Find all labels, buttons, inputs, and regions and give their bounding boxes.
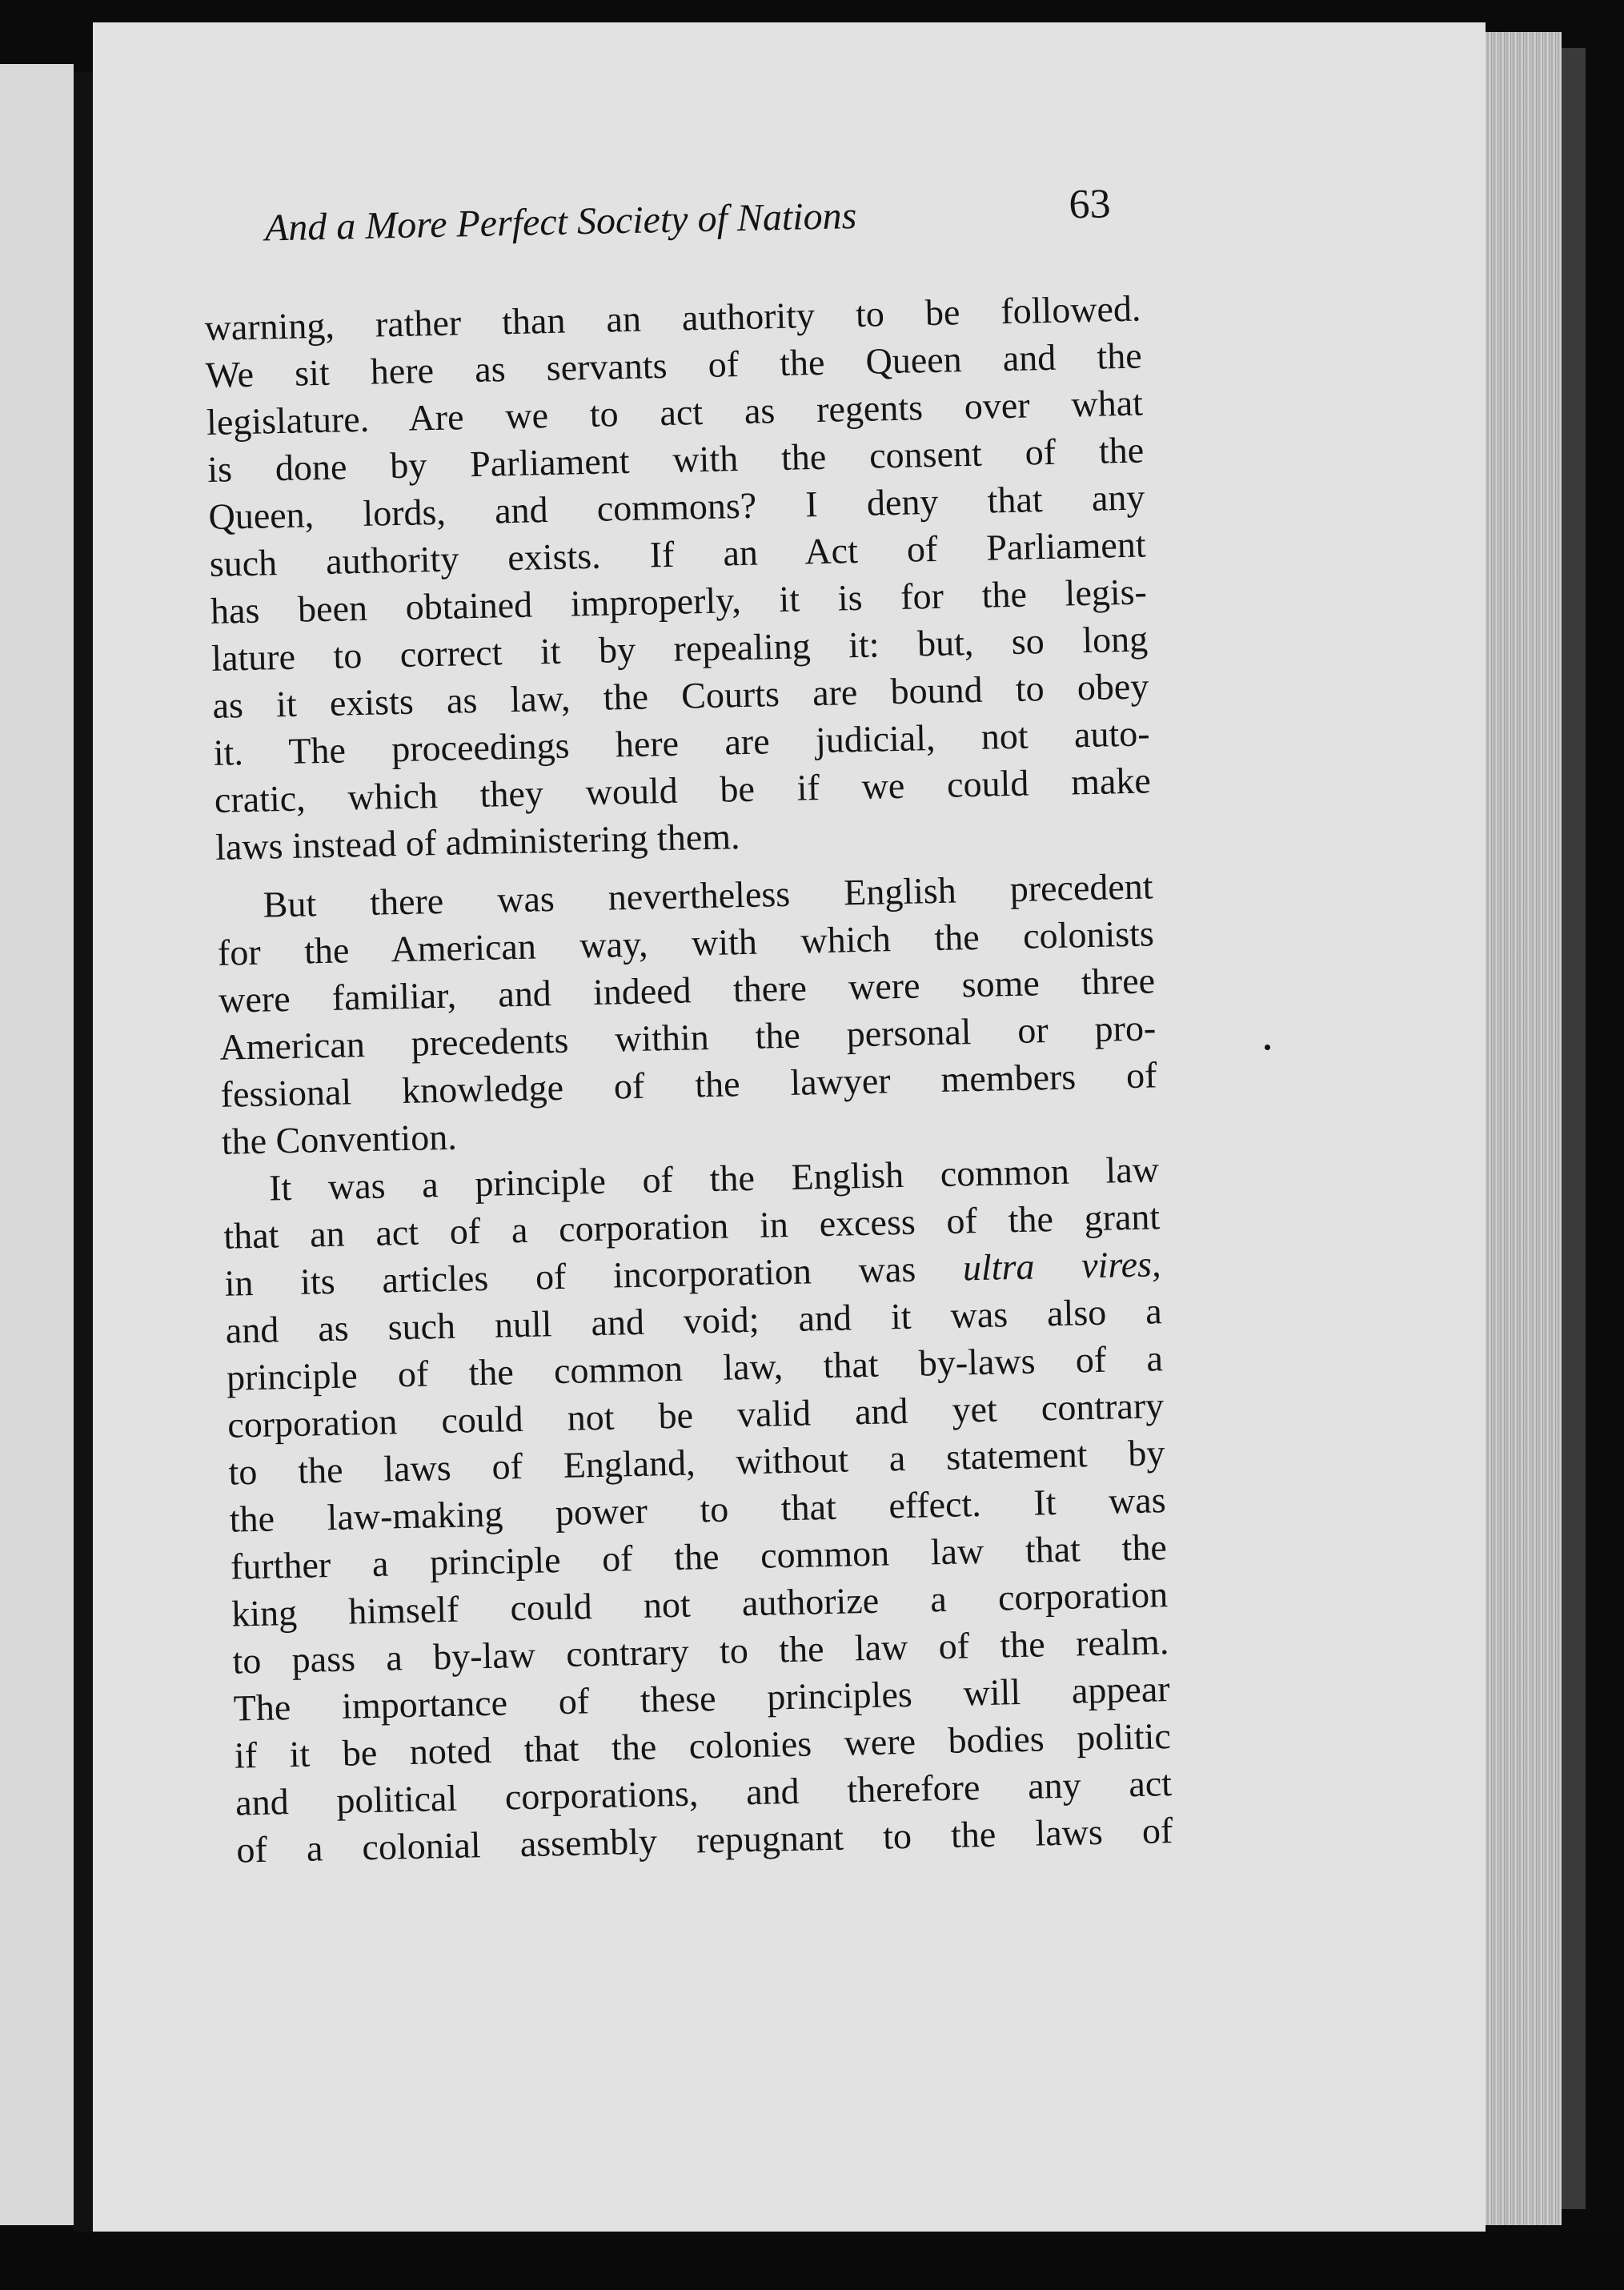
ink-speck [1265,1045,1270,1050]
text-line: the Convention. [221,1116,458,1162]
text-line: in its articles of incorporation was ultra vires, [224,1243,1161,1304]
text-line: We sit here as servants of the Queen and the [205,335,1143,395]
text-line: The importance of these principles will appear [233,1668,1171,1729]
text-line: further a principle of the common law that the [230,1526,1168,1587]
text-line: But there was nevertheless English precedent [263,865,1154,925]
text-line: It was a principle of the English common law [268,1149,1160,1209]
text-line: is done by Parliament with the consent of the [207,429,1145,490]
facing-page-edge [0,64,74,2225]
text-line: legislature. Are we to act as regents over what [206,382,1144,443]
text-line: lature to correct it by repealing it: but, so long [211,618,1149,679]
scan-border [0,2232,1624,2290]
italic-phrase: ultra vires, [962,1243,1161,1289]
running-title: And a More Perfect Society of Nations [264,194,857,250]
text-line: and as such null and void; and it was also a [225,1290,1163,1351]
text-line: principle of the common law, that by-laws of a [226,1338,1164,1398]
text-line: American precedents within the personal or pro- [219,1007,1157,1068]
text-line: to pass a by-law contrary to the law of the realm. [231,1621,1169,1682]
text-line: as it exists as law, the Courts are bound to obey [211,665,1149,726]
text-line: corporation could not be valid and yet contrary [227,1385,1165,1446]
body-text [204,284,1173,1873]
text-line: to the laws of England, without a statement by [228,1432,1165,1493]
text-line: such authority exists. If an Act of Parliament [209,523,1147,584]
text-line: fessional knowledge of the lawyer members of [220,1054,1157,1115]
book-gutter [74,72,93,2233]
text-line: and political corporations, and therefore any act [235,1763,1173,1823]
text-line: laws instead of administering them. [215,816,740,868]
text-line: Queen, lords, and commons? I deny that any [208,476,1145,537]
text-line: if it be noted that the colonies were bodies politic [234,1715,1172,1776]
text-line: cratic, which they would be if we could make [214,760,1152,820]
page-number: 63 [1068,181,1112,228]
text-line: the law-making power to that effect. It was [229,1479,1167,1540]
page-edges [1486,32,1562,2225]
text-line: has been obtained improperly, it is for the legis- [210,571,1148,632]
text-line: for the American way, with which the colonists [217,912,1155,973]
text-line: were familiar, and indeed there were some three [218,960,1156,1021]
text-line: warning, rather than an authority to be followed. [204,287,1141,348]
text-line: king himself could not authorize a corporation [231,1574,1169,1634]
book-cover-edge [1562,48,1586,2209]
text-line: of a colonial assembly repugnant to the laws of [235,1810,1173,1871]
text-line: it. The proceedings here are judicial, not auto- [213,712,1151,773]
text-line: that an act of a corporation in excess of the grant [223,1196,1161,1257]
